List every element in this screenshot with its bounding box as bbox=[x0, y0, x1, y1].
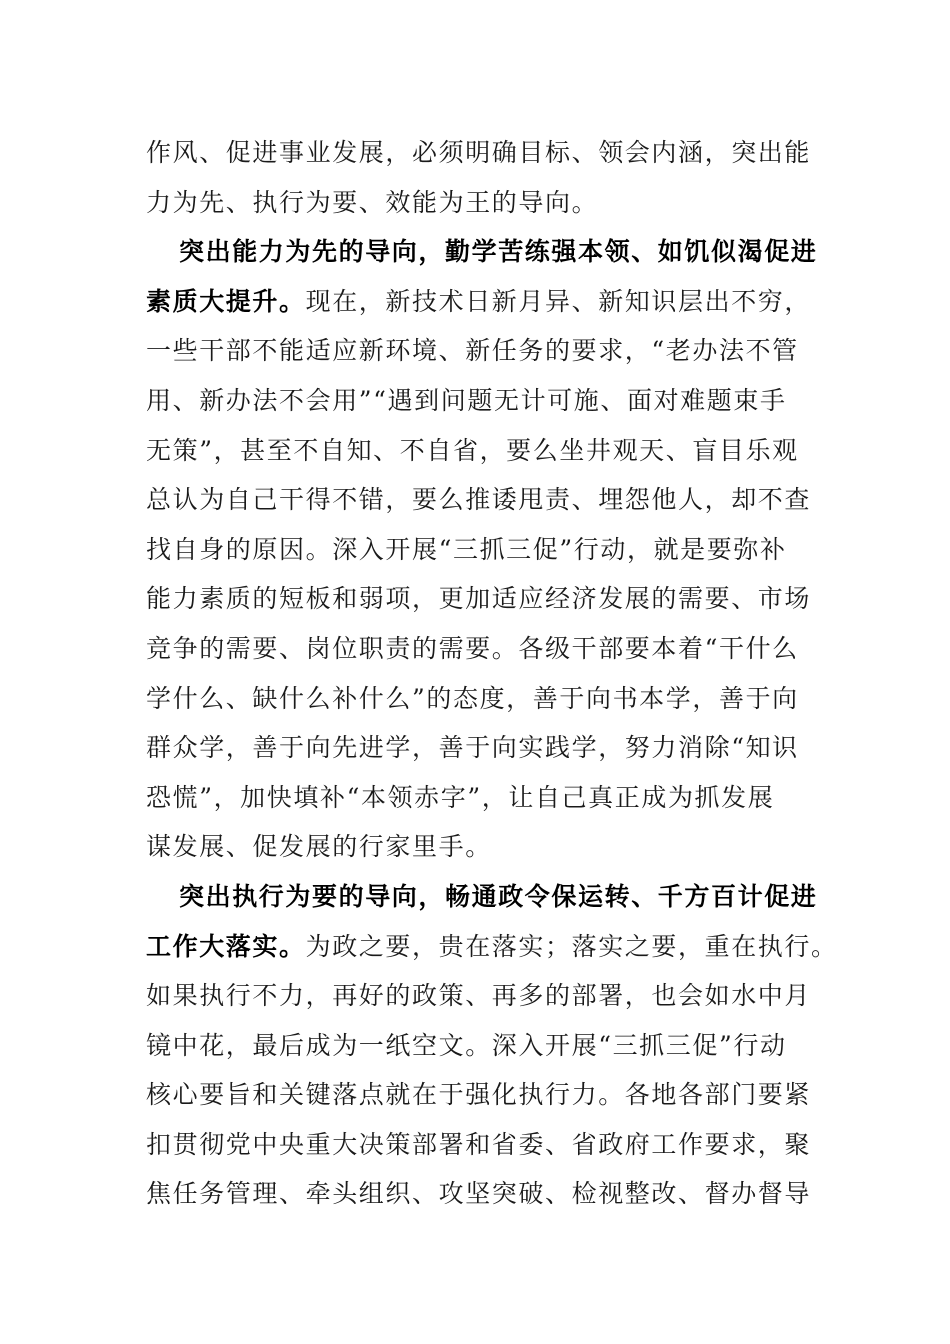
paragraph-heading: 工作大落实。 bbox=[146, 931, 306, 961]
paragraph-2 bbox=[146, 227, 818, 872]
text-line: 扣贯彻党中央重大决策部署和省委、省政府工作要求，聚 bbox=[146, 1129, 812, 1159]
paragraph-heading: 突出执行为要的导向，畅通政令保运转、千方百计促进 bbox=[179, 881, 818, 911]
text-line: 作风、促进事业发展，必须明确目标、领会内涵，突出能 bbox=[146, 138, 812, 167]
text-line bbox=[146, 277, 812, 327]
text-line: 如果执行不力，再好的政策、再多的部署，也会如水中月 bbox=[146, 981, 812, 1011]
text-line: 力为先、执行为要、效能为王的导向。 bbox=[146, 187, 599, 217]
text-line: 无策”，甚至不自知、不自省，要么坐井观天、盲目乐观 bbox=[146, 435, 799, 465]
text-line: 焦任务管理、牵头组织、攻坚突破、检视整改、督办督导 bbox=[146, 1179, 812, 1209]
paragraph-heading: 素质大提升。 bbox=[146, 286, 306, 316]
text-line: 谋发展、促发展的行家里手。 bbox=[146, 832, 492, 862]
text-line: 用、新办法不会用”“遇到问题无计可施、面对难题束手 bbox=[146, 385, 787, 415]
paragraph-heading: 突出能力为先的导向，勤学苦练强本领、如饥似渴促进 bbox=[179, 237, 818, 267]
text-line: 找自身的原因。深入开展“三抓三促”行动，就是要弥补 bbox=[146, 534, 787, 564]
text-line bbox=[146, 872, 818, 922]
paragraph-text: 为政之要，贵在落实；落实之要，重在执行。 bbox=[305, 931, 838, 961]
text-line: 核心要旨和关键落点就在于强化执行力。各地各部门要紧 bbox=[146, 1080, 812, 1110]
text-line bbox=[146, 227, 818, 277]
text-line: 镜中花，最后成为一纸空文。深入开展“三抓三促”行动 bbox=[146, 1030, 787, 1060]
paragraph-1 bbox=[146, 128, 812, 227]
text-line: 竞争的需要、岗位职责的需要。各级干部要本着“干什么 bbox=[146, 633, 799, 663]
text-line: 群众学，善于向先进学，善于向实践学，努力消除“知识 bbox=[146, 733, 799, 763]
text-line: 恐慌”，加快填补“本领赤字”，让自己真正成为抓发展 bbox=[146, 782, 775, 812]
text-line: 能力素质的短板和弱项，更加适应经济发展的需要、市场 bbox=[146, 584, 812, 614]
text-line: 学什么、缺什么补什么”的态度，善于向书本学，善于向 bbox=[146, 683, 799, 713]
paragraph-3 bbox=[146, 872, 838, 1219]
paragraph-text: 现在，新技术日新月异、新知识层出不穷， bbox=[305, 286, 812, 316]
document-page bbox=[146, 128, 838, 1219]
text-line: 一些干部不能适应新环境、新任务的要求，“老办法不管 bbox=[146, 336, 799, 366]
text-line bbox=[146, 922, 838, 972]
text-line: 总认为自己干得不错，要么推诿甩责、埋怨他人，却不查 bbox=[146, 485, 812, 515]
